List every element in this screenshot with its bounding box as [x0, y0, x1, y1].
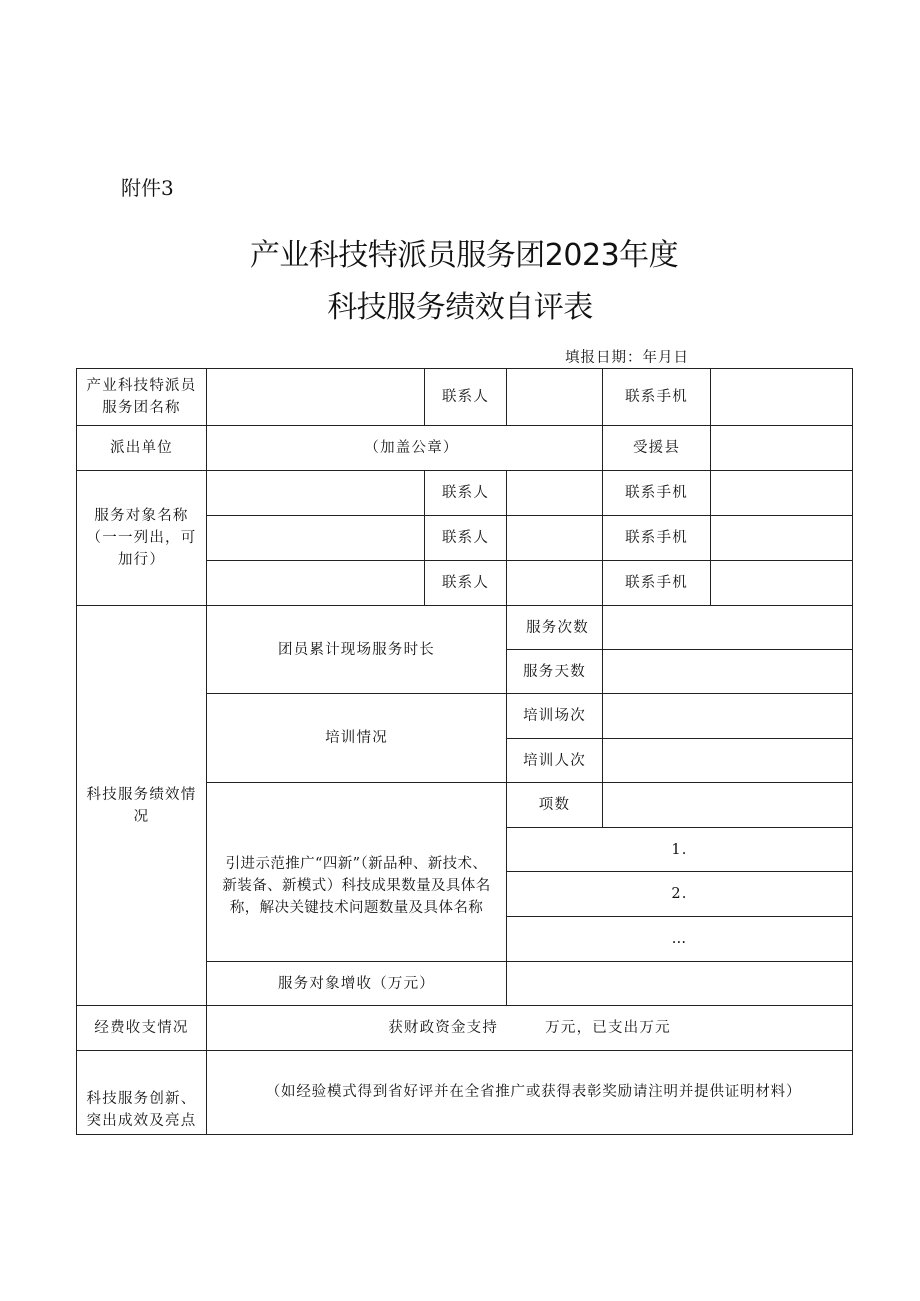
training-sessions-label: 培训场次: [507, 694, 603, 739]
objects-label: 服务对象名称 （一一列出，可 加行）: [77, 471, 207, 606]
team-phone-label: 联系手机: [603, 369, 711, 426]
performance-label: 科技服务绩效情 况: [77, 606, 207, 1006]
stamp-note: （加盖公章）: [364, 440, 459, 456]
innovation-label: 科技服务创新、 突出成效及亮点: [77, 1051, 207, 1135]
object-phone-field[interactable]: [711, 561, 853, 606]
object-contact-field[interactable]: [507, 471, 603, 516]
training-people-field[interactable]: [603, 739, 853, 783]
service-days-field[interactable]: [603, 650, 853, 694]
row-unit: [77, 426, 853, 471]
row-innovation: [77, 1051, 853, 1135]
object-name-field[interactable]: [207, 561, 425, 606]
team-contact-field[interactable]: [507, 369, 603, 426]
unit-label: 派出单位: [77, 426, 207, 471]
item-count-field[interactable]: [603, 783, 853, 828]
training-sessions-field[interactable]: [603, 694, 853, 739]
service-days-label: 服务天数: [507, 650, 603, 694]
service-times-field[interactable]: [603, 606, 853, 650]
row-team: [77, 369, 853, 426]
income-label: 服务对象增收（万元）: [207, 962, 507, 1006]
row-object-1: [77, 471, 853, 516]
form-title-line-2: 科技服务绩效自评表: [327, 290, 593, 325]
object-phone-field[interactable]: [711, 516, 853, 561]
funding-field[interactable]: 获财政资金支持 万元，已支出万元: [207, 1006, 853, 1051]
fill-date: 填报日期：年月日: [565, 350, 689, 366]
service-hours-label: 团员累计现场服务时长: [207, 606, 507, 694]
team-phone-field[interactable]: [711, 369, 853, 426]
training-people-label: 培训人次: [507, 739, 603, 783]
form-title-line-1: 产业科技特派员服务团2023年度: [249, 238, 679, 273]
county-label: 受援县: [603, 426, 711, 471]
team-name-label: 产业科技特派员 服务团名称: [77, 369, 207, 426]
object-name-field[interactable]: [207, 516, 425, 561]
item-count-label: 项数: [507, 783, 603, 828]
item-more-field[interactable]: …: [507, 917, 853, 962]
object-contact-label: 联系人: [425, 561, 507, 606]
object-phone-label: 联系手机: [603, 561, 711, 606]
county-field[interactable]: [711, 426, 853, 471]
object-contact-label: 联系人: [425, 516, 507, 561]
object-phone-field[interactable]: [711, 471, 853, 516]
object-contact-field[interactable]: [507, 561, 603, 606]
innovation-field[interactable]: （如经验模式得到省好评并在全省推广或获得表彰奖励请注明并提供证明材料）: [207, 1051, 853, 1135]
item-1-field[interactable]: 1.: [507, 828, 853, 872]
evaluation-table: [76, 368, 853, 1135]
attachment-label: 附件3: [121, 176, 174, 200]
introduce-label: 引进示范推广“四新”（新品种、新技术、 新装备、新模式）科技成果数量及具体名 称，解决关键技术问题数量及具体名称: [207, 783, 507, 962]
object-contact-field[interactable]: [507, 516, 603, 561]
service-times-label: 服务次数: [507, 606, 603, 650]
row-funding: [77, 1006, 853, 1051]
team-name-field[interactable]: [207, 369, 425, 426]
income-field[interactable]: [507, 962, 853, 1006]
training-label: 培训情况: [207, 694, 507, 783]
object-phone-label: 联系手机: [603, 471, 711, 516]
item-2-field[interactable]: 2.: [507, 872, 853, 917]
object-name-field[interactable]: [207, 471, 425, 516]
object-phone-label: 联系手机: [603, 516, 711, 561]
team-contact-label: 联系人: [425, 369, 507, 426]
row-service-times: [77, 606, 853, 650]
object-contact-label: 联系人: [425, 471, 507, 516]
funding-label: 经费收支情况: [77, 1006, 207, 1051]
unit-stamp-field[interactable]: [207, 426, 603, 471]
